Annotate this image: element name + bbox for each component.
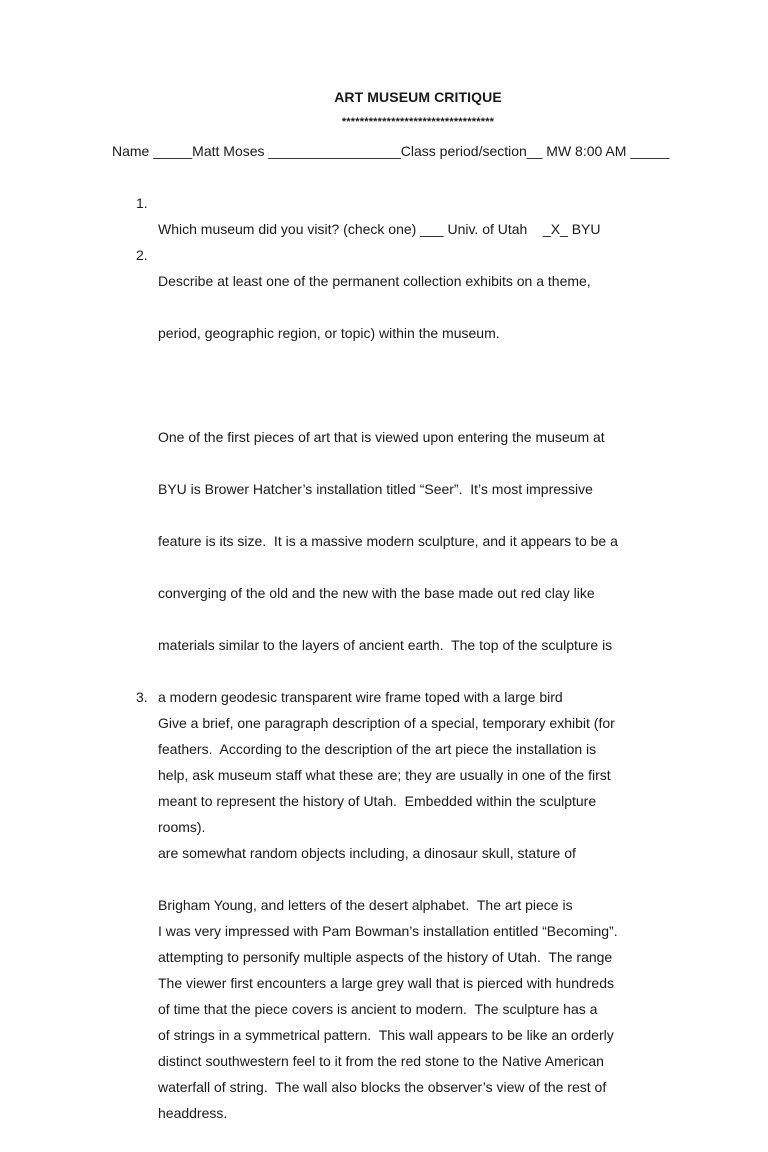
text-line: Which museum did you visit? (check one) ___ Univ. of Utah _X_ BYU	[158, 221, 601, 237]
question-text	[158, 684, 668, 1126]
text-line: headdress.	[158, 1105, 228, 1121]
question-number: 2.	[136, 247, 148, 263]
text-line: materials similar to the layers of ancient earth. The top of the sculpture is	[158, 637, 613, 653]
question-number: 3.	[136, 689, 148, 705]
text-line: waterfall of string. The wall also blocks the observer’s view of the rest of	[158, 1079, 607, 1095]
text-line: One of the first pieces of art that is viewed upon entering the museum at	[158, 429, 605, 445]
text-line: feathers. According to the description of the art piece the installation is	[158, 741, 597, 757]
text-line: of strings in a symmetrical pattern. This wall appears to be like an orderly	[158, 1027, 614, 1043]
text-line: a modern geodesic transparent wire frame toped with a large bird	[158, 689, 563, 705]
name-line: Name _____Matt Moses _________________Class period/section__ MW 8:00 AM _____	[112, 143, 670, 159]
text-line: attempting to personify multiple aspects of the history of Utah. The range	[158, 949, 613, 965]
question-number: 1.	[136, 195, 148, 211]
text-line: Give a brief, one paragraph description of a special, temporary exhibit (for	[158, 715, 615, 731]
text-line: I was very impressed with Pam Bowman’s installation entitled “Becoming”.	[158, 923, 618, 939]
title-divider: **********************************	[341, 116, 495, 128]
text-line: Brigham Young, and letters of the desert alphabet. The art piece is	[158, 897, 573, 913]
text-line: rooms).	[158, 819, 206, 835]
text-line: The viewer first encounters a large grey wall that is pierced with hundreds	[158, 975, 614, 991]
document-title: ART MUSEUM CRITIQUE	[334, 89, 502, 105]
blank-line	[158, 866, 668, 892]
text-line: meant to represent the history of Utah. Embedded within the sculpture	[158, 793, 597, 809]
text-line: help, ask museum staff what these are; they are usually in one of the first	[158, 767, 611, 783]
text-line: BYU is Brower Hatcher’s installation titled “Seer”. It’s most impressive	[158, 481, 593, 497]
text-line: period, geographic region, or topic) within the museum.	[158, 325, 500, 341]
text-line: feature is its size. It is a massive modern sculpture, and it appears to be a	[158, 533, 618, 549]
text-line: are somewhat random objects including, a dinosaur skull, stature of	[158, 845, 576, 861]
text-line: distinct southwestern feel to it from the red stone to the Native American	[158, 1053, 604, 1069]
text-line: Describe at least one of the permanent collection exhibits on a theme,	[158, 273, 591, 289]
text-line: converging of the old and the new with the base made out red clay like	[158, 585, 595, 601]
blank-line	[158, 372, 668, 398]
text-line: of time that the piece covers is ancient to modern. The sculpture has a	[158, 1001, 598, 1017]
